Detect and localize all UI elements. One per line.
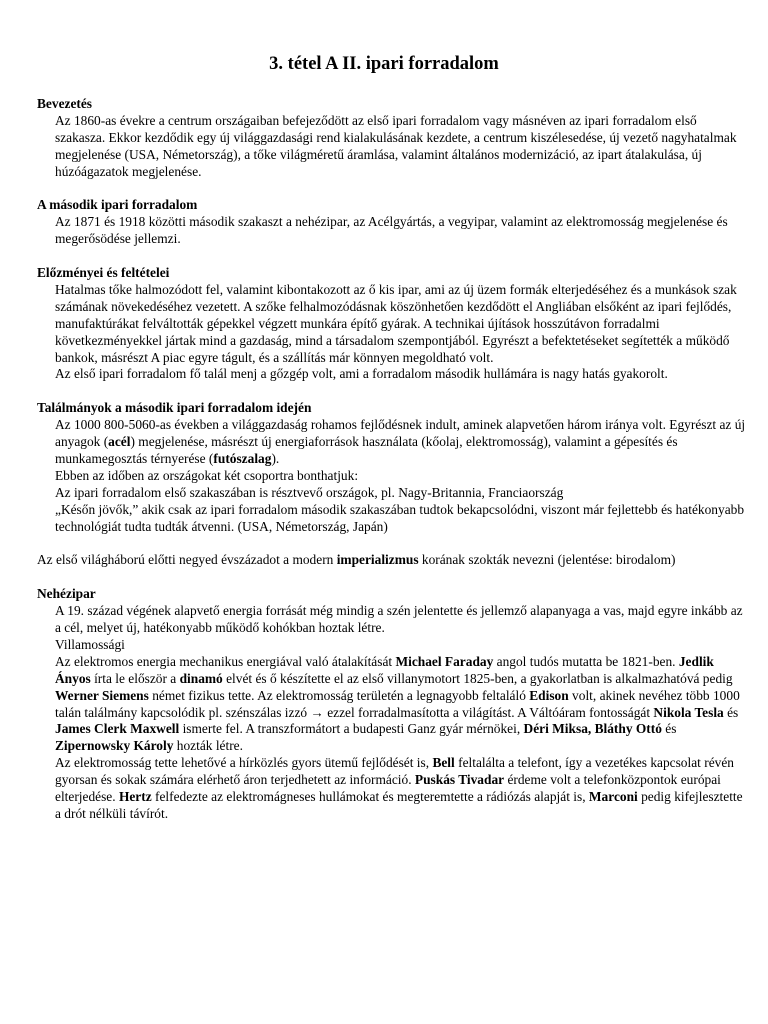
paragraph: „Későn jövők,” akik csak az ipari forradalom második szakaszában tudtok bekapcsolódni, viszont már fejlettebb és hatékonyabb technológiát tudta tudták átvenni. (USA, Németország, Japán) <box>55 501 745 534</box>
text-run: írta le először a <box>90 670 180 686</box>
paragraph: Villamossági <box>55 636 125 652</box>
bold-term: James Clerk Maxwell <box>55 721 180 737</box>
bold-term: dinamó <box>179 670 223 686</box>
paragraph: Hatalmas tőke halmozódott fel, valamint kibontakozott az ő kis ipar, ami az új üzem formák elterjedéséhez és a munkások szak számának növekedéséhez vezetett. A szőke felhalmozódásnak köszönhetően kezdődött el Angliában elsőként az ipari fejlődés, manufaktúrákat felváltották gépekkel végzett munkára építő gyárak. A technikai újítások hosszútávon forradalmi következményekkel jártak mind a gazdaság, mind a társadalom szempontjából. Egyrészt a befektetéseket segítették a működő bankok, másrészt A piac egyre tágult, és a szállítás már könnyen megoldható volt. <box>55 281 737 365</box>
text-run: ). <box>271 450 280 466</box>
paragraph: Az 1860-as évekre a centrum országaiban befejeződött az első ipari forradalom vagy másnéven az ipari forradalom első szakasza. Ekkor kezdődik egy új világgazdasági rend kialakulásának kezdete, a centrum kiszélesedése, új vezető nagyhatalmak megjelenése (USA, Németország), a tőke világméretű áramlása, valamint általános modernizáció, az ipart átalakulása, új húzóágazatok megjelenése. <box>55 112 737 179</box>
bold-term: acél <box>108 434 131 450</box>
bold-term: Jedlik Ányos <box>55 653 714 686</box>
paragraph <box>37 417 747 468</box>
section-heading: A második ipari forradalom <box>37 197 198 213</box>
text-run: ) megjelenése, másrészt új energiaforrások használata (kőolaj, elektromosság), valamint a gépesítés és munkamegosztás térnyerése ( <box>55 434 678 466</box>
section-talalmanyok <box>37 400 747 535</box>
section-imperializmus <box>37 552 747 569</box>
text-run: feltalálta a telefont, így a vezetékes kapcsolat révén gyorsan és sokak számára elérhető áron terjedhetett az információ. <box>55 755 734 788</box>
section-masodik <box>37 197 747 248</box>
bold-term: Marconi <box>588 789 638 805</box>
section-heading: Nehézipar <box>37 586 96 602</box>
paragraph <box>37 552 747 569</box>
bold-term: Zipernowsky Károly <box>55 738 174 754</box>
bold-term: Nikola Tesla <box>653 704 724 720</box>
text-run: ezzel forradalmasította a világítást. A Váltóáram fontosságát <box>323 704 654 720</box>
text-run: Az 1000 800-5060-as években a világgazdaság rohamos fejlődésnek indult, aminek alapvetően három iránya volt. Egyrészt az új anyagok ( <box>55 417 746 450</box>
text-run: korának szokták nevezni (jelentése: birodalom) <box>418 552 676 568</box>
bold-term: Puskás Tivadar <box>414 772 505 788</box>
paragraph: Ebben az időben az országokat két csoportra bonthatjuk: <box>55 467 359 483</box>
arrow-right-icon: → <box>310 704 324 720</box>
text-run: pedig kifejlesztette a drót nélküli távírót. <box>55 789 743 821</box>
section-bevezetes <box>37 96 747 181</box>
bold-term: Werner Siemens <box>55 687 149 703</box>
page-title: 3. tétel A II. ipari forradalom <box>269 54 499 74</box>
text-run: Az elektromos energia mechanikus energiával való átalakítását <box>55 653 396 669</box>
bold-term: Hertz <box>118 789 152 805</box>
text-run: angol tudós mutatta be 1821-ben. <box>493 653 679 669</box>
text-run: és <box>723 704 739 720</box>
bold-term: Bell <box>432 755 455 771</box>
section-nehezipar <box>37 586 747 823</box>
bold-term: Michael Faraday <box>395 653 494 669</box>
section-heading: Találmányok a második ipari forradalom idején <box>37 400 312 416</box>
paragraph: Az 1871 és 1918 közötti második szakaszt a nehézipar, az Acélgyártás, a vegyipar, valamint az elektromosság megjelenése és megerősödése jellemzi. <box>55 214 728 247</box>
bold-term: futószalag <box>213 450 272 466</box>
paragraph <box>37 755 747 823</box>
section-elozmenyei <box>37 265 747 383</box>
text-run: volt, akinek nevéhez több 1000 talán találmány kapcsolódik pl. szénszálas izzó <box>55 687 740 720</box>
text-run: felfedezte az elektromágneses hullámokat és megteremtette a rádiózás alapját is, <box>151 789 589 805</box>
bold-term: Déri Miksa, Bláthy Ottó <box>523 721 662 737</box>
bold-term: imperializmus <box>336 552 419 568</box>
text-run: hozták létre. <box>173 738 243 754</box>
text-run: és <box>661 721 677 737</box>
paragraph: Az első ipari forradalom fő talál menj a gőzgép volt, ami a forradalom második hullámára is nagy hatás gyakorolt. <box>55 366 668 382</box>
text-run: Az elektromosság tette lehetővé a hírközlés gyors ütemű fejlődését is, <box>55 755 433 771</box>
bold-term: Edison <box>529 687 569 703</box>
text-run: német fizikus tette. Az elektromosság területén a legnagyobb feltaláló <box>148 687 530 703</box>
text-run: érdeme volt a telefonközpontok európai elterjedése. <box>55 772 721 805</box>
paragraph: Az ipari forradalom első szakaszában is résztvevő országok, pl. Nagy-Britannia, Franciaország <box>55 484 564 500</box>
section-heading: Bevezetés <box>37 96 93 111</box>
text-run: elvét és ő készítette el az első villanymotort 1825-ben, a gyakorlatban is alkalmazhatóvá pedig <box>222 670 733 686</box>
section-heading: Előzményei és feltételei <box>37 265 170 281</box>
text-run: Az első világháború előtti negyed évszázadot a modern <box>37 552 337 568</box>
document-body <box>37 96 747 840</box>
paragraph <box>37 654 747 755</box>
text-run: ismerte fel. A transzformátort a budapesti Ganz gyár mérnökei, <box>179 721 524 737</box>
paragraph: A 19. század végének alapvető energia forrását még mindig a szén jelentette és jellemző alapanyaga a vas, majd egyre inkább az a cél, melyet új, hatékonyabb működő kohókban hoztak létre. <box>55 603 743 636</box>
